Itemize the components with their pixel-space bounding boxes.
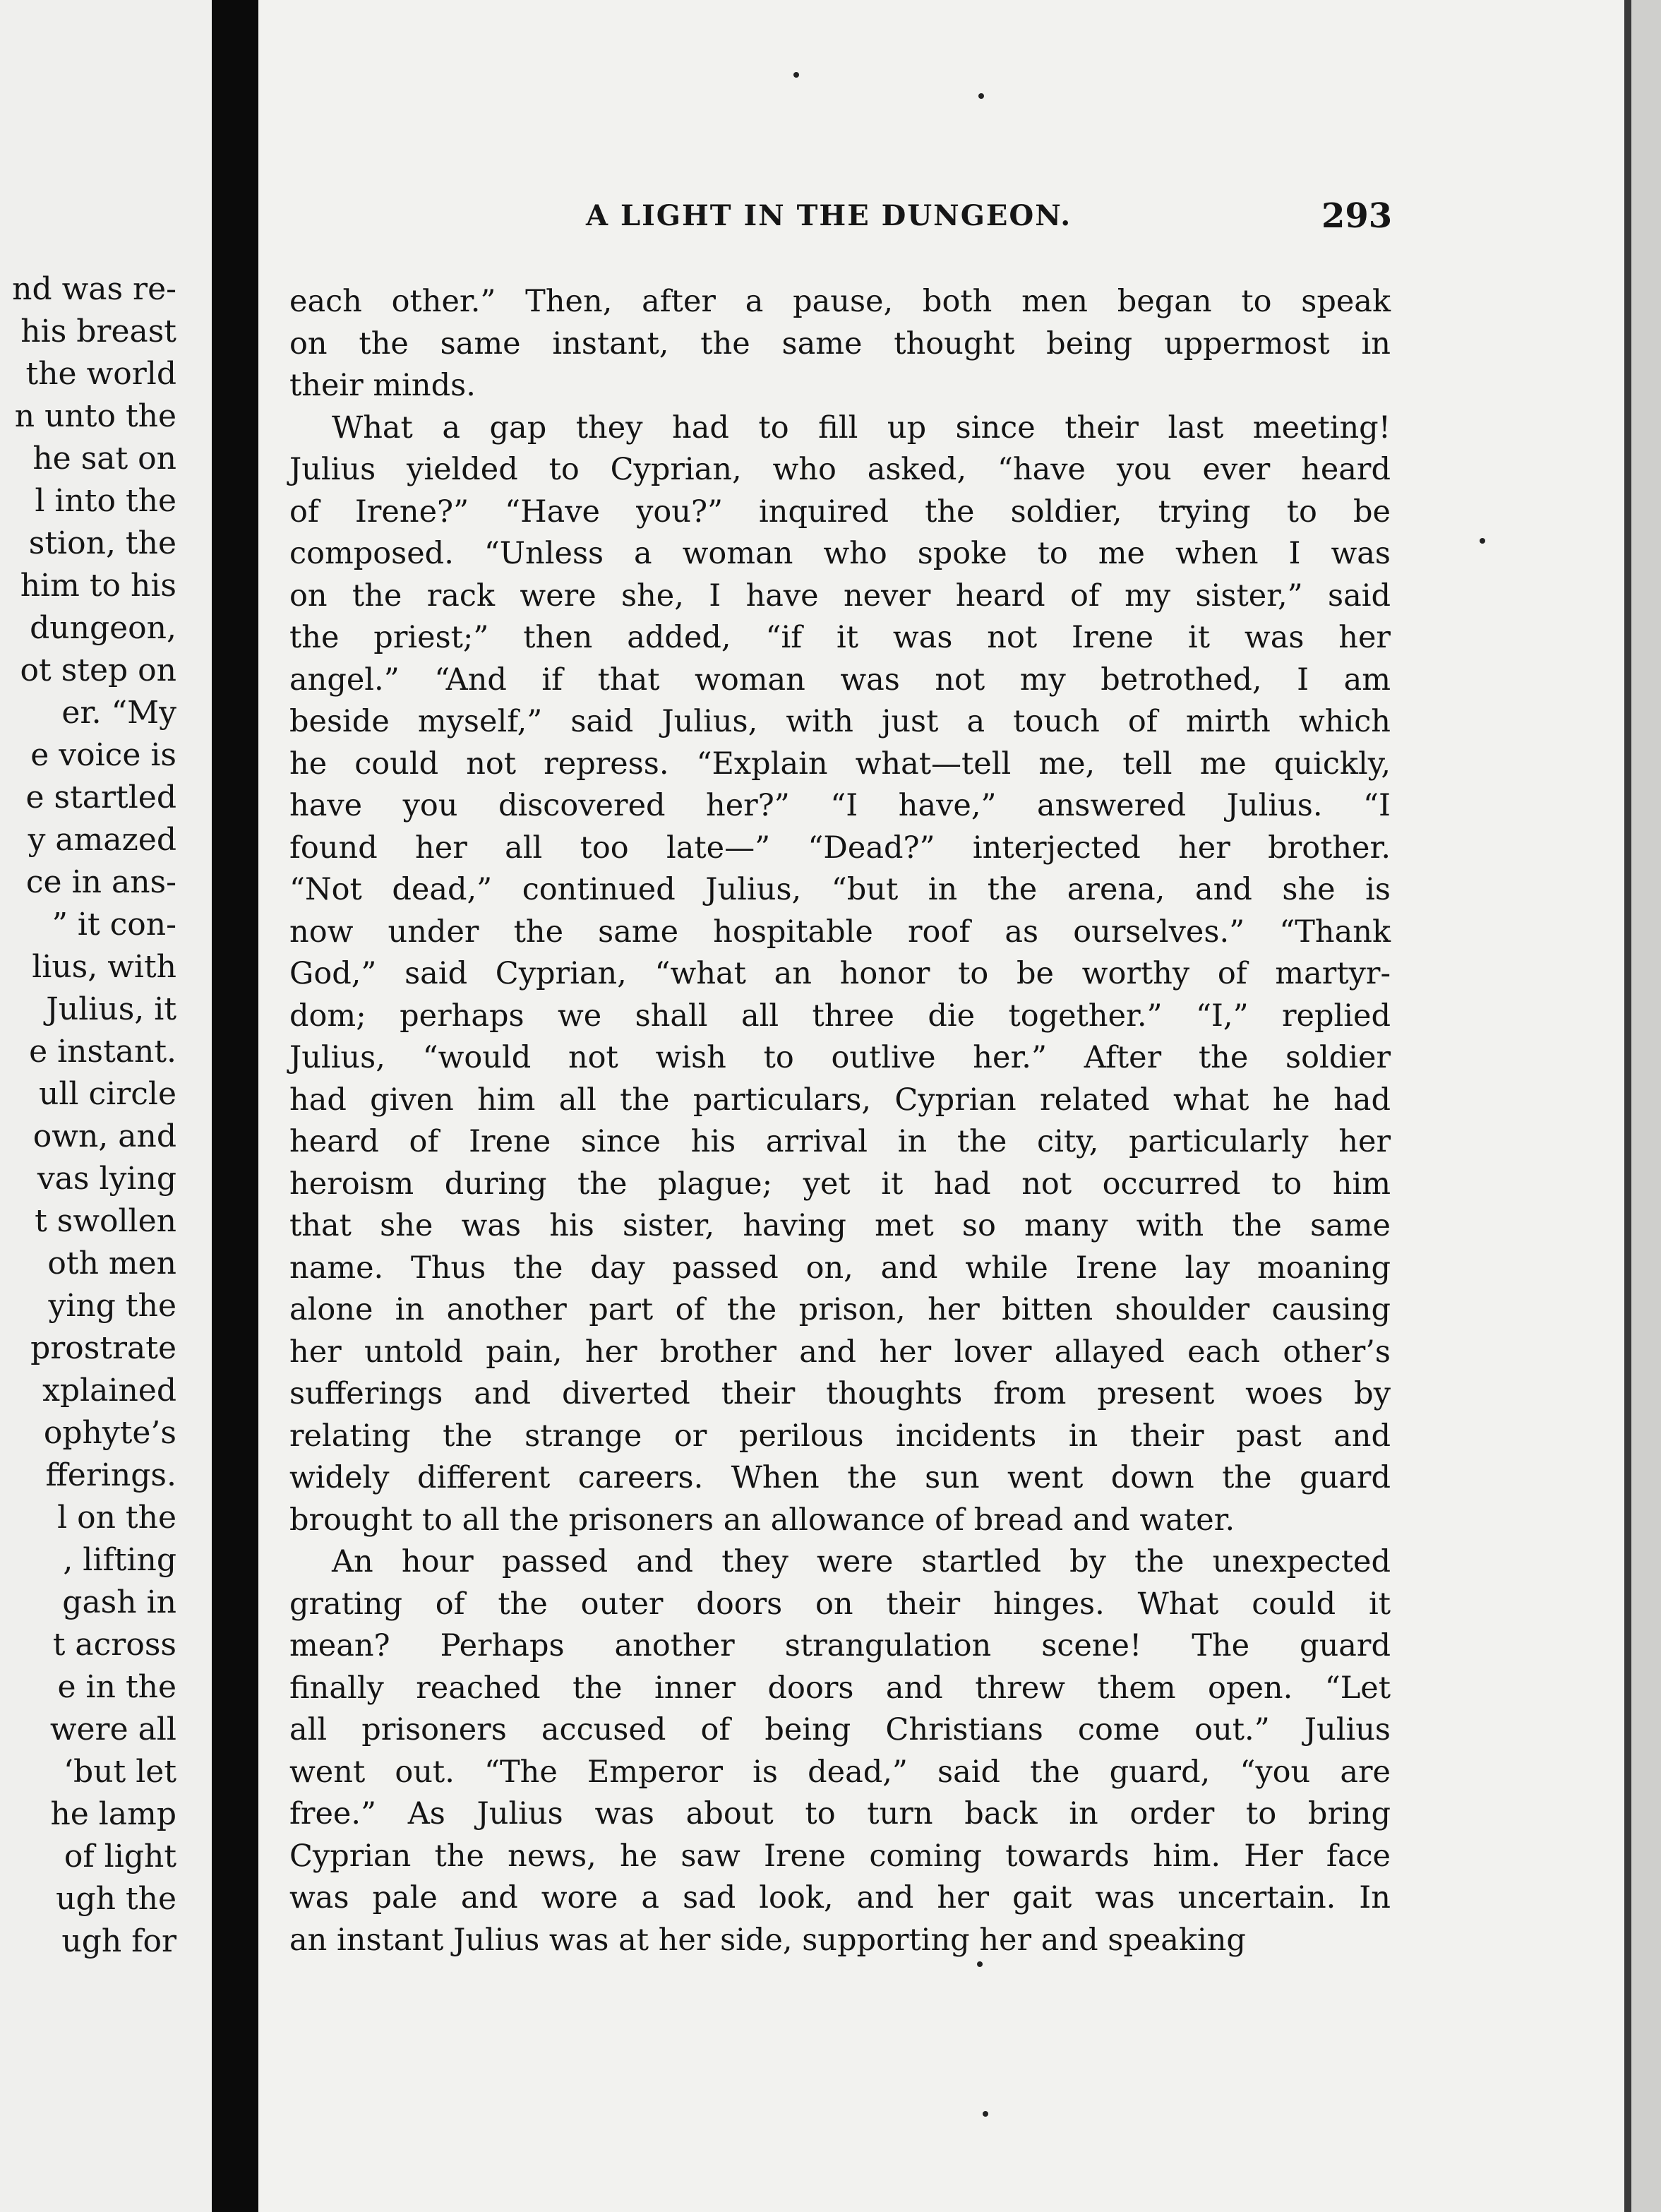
text-line: went out. “The Emperor is dead,” said the guard, “you are [289, 1754, 1391, 1790]
left-page-fragment-line: prostrate [30, 1330, 176, 1366]
text-line: finally reached the inner doors and threw them open. “Let [289, 1670, 1391, 1706]
left-page-fragment-line: nd was re- [12, 271, 176, 307]
text-line: the priest;” then added, “if it was not Irene it was her [289, 620, 1391, 655]
text-line: Julius yielded to Cyprian, who asked, “have you ever heard [289, 452, 1391, 487]
left-page-fragment-line: xplained [42, 1373, 176, 1409]
left-page-fragment-line: ‘but let [64, 1754, 176, 1790]
left-page-fragment-line: l into the [35, 483, 176, 519]
text-line: an instant Julius was at her side, supporting her and speaking [289, 1922, 1246, 1958]
left-page-fragment-line: t swollen [35, 1203, 176, 1239]
left-page-fragment-line: ugh for [61, 1923, 176, 1959]
dust-speck [983, 2111, 988, 2117]
text-line: alone in another part of the prison, her bitten shoulder causing [289, 1292, 1391, 1327]
text-line: widely different careers. When the sun went down the guard [289, 1460, 1391, 1495]
text-line: all prisoners accused of being Christians come out.” Julius [289, 1712, 1391, 1747]
left-page-fragment-line: were all [49, 1711, 176, 1747]
left-page-fragment-line: t across [52, 1627, 176, 1663]
text-line: Julius, “would not wish to outlive her.” After the soldier [289, 1040, 1391, 1075]
left-page-fragment-line: ot step on [20, 652, 176, 688]
left-page-fragment-line: of light [64, 1839, 176, 1875]
text-line: heroism during the plague; yet it had not occurred to him [289, 1166, 1391, 1202]
left-page-fragment-line: the world [25, 356, 176, 392]
text-line: Cyprian the news, he saw Irene coming towards him. Her face [289, 1838, 1391, 1874]
text-line: An hour passed and they were startled by the unexpected [332, 1544, 1391, 1579]
left-page-fragment-line: e voice is [30, 737, 176, 773]
text-line: dom; perhaps we shall all three die together.” “I,” replied [289, 998, 1391, 1034]
left-page-fragment-line: ” it con- [52, 907, 176, 943]
left-page-fragment-line: e in the [57, 1669, 176, 1705]
left-page-fragment-line: ull circle [39, 1076, 176, 1112]
dust-speck [793, 72, 799, 78]
left-page-fragment-line: oth men [47, 1245, 176, 1281]
page-body-text [289, 281, 1391, 1961]
left-page-fragment-line: own, and [32, 1118, 176, 1154]
text-line: found her all too late—” “Dead?” interjected her brother. [289, 830, 1391, 866]
scanner-margin [1631, 0, 1661, 2212]
dust-speck [978, 93, 984, 99]
book-gutter [212, 0, 258, 2212]
running-head: A LIGHT IN THE DUNGEON. [586, 199, 1072, 232]
text-line: composed. “Unless a woman who spoke to me when I was [289, 536, 1391, 571]
text-line: name. Thus the day passed on, and while Irene lay moaning [289, 1250, 1391, 1286]
text-line: angel.” “And if that woman was not my betrothed, I am [289, 662, 1391, 698]
text-line: beside myself,” said Julius, with just a touch of mirth which [289, 704, 1391, 739]
text-line: that she was his sister, having met so many with the same [289, 1208, 1391, 1243]
left-page-fragment-line: his breast [20, 313, 176, 349]
left-page-fragment-line: him to his [20, 568, 176, 604]
left-page-fragment-line: stion, the [28, 525, 176, 561]
text-line: brought to all the prisoners an allowance of bread and water. [289, 1502, 1235, 1538]
left-page-fragment-line: n unto the [14, 398, 176, 434]
text-line: had given him all the particulars, Cyprian related what he had [289, 1082, 1391, 1118]
text-line: grating of the outer doors on their hinges. What could it [289, 1586, 1391, 1622]
text-line: mean? Perhaps another strangulation scene! The guard [289, 1628, 1391, 1663]
dust-speck [1480, 538, 1485, 544]
left-page-text-fragments [12, 268, 176, 1963]
text-line: of Irene?” “Have you?” inquired the soldier, trying to be [289, 494, 1391, 530]
text-line: her untold pain, her brother and her lover allayed each other’s [289, 1334, 1391, 1370]
left-page-fragment-line: he sat on [32, 441, 176, 477]
left-page-fragment-line: e instant. [29, 1034, 176, 1070]
page-edge-shadow [1624, 0, 1631, 2212]
left-page-fragment-line: e startled [25, 779, 176, 815]
text-line: relating the strange or perilous incidents in their past and [289, 1418, 1391, 1454]
left-page-fragment-line: lius, with [32, 949, 176, 985]
page-number: 293 [1321, 196, 1393, 236]
left-page-fragment-line: Julius, it [46, 991, 176, 1027]
text-line: he could not repress. “Explain what—tell me, tell me quickly, [289, 746, 1391, 782]
left-page-fragment-line: gash in [62, 1584, 176, 1620]
dust-speck [977, 1961, 983, 1967]
text-line: was pale and wore a sad look, and her gait was uncertain. In [289, 1880, 1391, 1915]
text-line: free.” As Julius was about to turn back in order to bring [289, 1796, 1391, 1831]
text-line: on the rack were she, I have never heard of my sister,” said [289, 578, 1391, 614]
left-page-fragment-line: he lamp [50, 1796, 176, 1832]
text-line: sufferings and diverted their thoughts from present woes by [289, 1376, 1391, 1411]
left-page-fragment-line: fferings. [45, 1457, 176, 1493]
left-page-fragment-line: er. “My [61, 695, 176, 731]
text-line: What a gap they had to fill up since their last meeting! [332, 409, 1391, 446]
left-page-fragment-line: ying the [48, 1288, 176, 1324]
left-page-fragment-line: vas lying [37, 1161, 176, 1197]
left-page-fragment-line: ophyte’s [43, 1415, 176, 1451]
text-line: God,” said Cyprian, “what an honor to be worthy of martyr- [289, 956, 1391, 991]
text-line: heard of Irene since his arrival in the city, particularly her [289, 1124, 1391, 1159]
left-page-fragment-line: y amazed [28, 822, 176, 858]
text-line: now under the same hospitable roof as ourselves.” “Thank [289, 914, 1391, 950]
left-page-fragment-line: l on the [57, 1500, 176, 1536]
text-line: their minds. [289, 368, 476, 403]
left-page-fragment-line: ugh the [56, 1881, 176, 1917]
left-page-fragment-line: dungeon, [30, 610, 176, 646]
text-line: “Not dead,” continued Julius, “but in the arena, and she is [289, 872, 1391, 907]
text-line: each other.” Then, after a pause, both men began to speak [289, 284, 1391, 319]
left-page-fragment-line: ce in ans- [25, 864, 176, 900]
text-line: have you discovered her?” “I have,” answered Julius. “I [289, 788, 1391, 823]
left-facing-page [0, 0, 212, 2212]
left-page-fragment-line: , lifting [63, 1542, 176, 1578]
text-line: on the same instant, the same thought being uppermost in [289, 325, 1391, 361]
